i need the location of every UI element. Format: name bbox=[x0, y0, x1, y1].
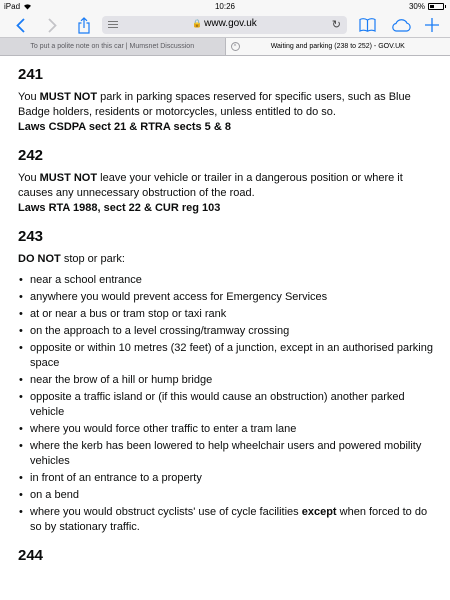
lock-icon: 🔒 bbox=[192, 19, 203, 28]
bookmarks-icon[interactable] bbox=[358, 15, 376, 35]
rule-text bbox=[18, 252, 438, 267]
text-emphasis: MUST NOT bbox=[39, 172, 98, 184]
text-post: park in parking spaces reserved for specific users, such as Blue Badge holders, residents or motorcycles, unless entitled to do so. bbox=[18, 91, 411, 118]
rule-244 bbox=[18, 547, 438, 567]
text-emphasis: DO NOT bbox=[18, 253, 61, 265]
rule-text bbox=[18, 90, 438, 120]
list-item: • on a bend bbox=[18, 488, 438, 503]
text-post: stop or park: bbox=[60, 253, 125, 265]
reload-icon[interactable]: ↻ bbox=[331, 19, 341, 31]
text-emphasis: MUST NOT bbox=[39, 91, 98, 103]
address-bar[interactable] bbox=[102, 16, 347, 34]
list-item: • anywhere you would prevent access for Emergency Services bbox=[18, 290, 438, 305]
device-label: iPad bbox=[4, 2, 21, 11]
forward-icon[interactable] bbox=[44, 15, 60, 35]
tab-bar bbox=[0, 37, 450, 56]
text-pre: You bbox=[18, 91, 40, 103]
new-tab-icon[interactable] bbox=[424, 15, 440, 35]
rule-242 bbox=[18, 147, 438, 216]
rule-number: 243 bbox=[18, 228, 44, 245]
battery-icon bbox=[428, 3, 444, 10]
text-post: leave your vehicle or trailer in a dangerous position or where it causes any unnecessary obstruction of the road. bbox=[18, 172, 403, 199]
list-item: • opposite a traffic island or (if this would cause an obstruction) another parked vehicle bbox=[18, 390, 438, 420]
list-item: • near a school entrance bbox=[18, 273, 438, 288]
list-item: • near the brow of a hill or hump bridge bbox=[18, 373, 438, 388]
law-reference: Laws CSDPA sect 21 & RTRA sects 5 & 8 bbox=[18, 121, 231, 133]
share-icon[interactable] bbox=[76, 15, 92, 35]
tab-gov-uk[interactable] bbox=[226, 38, 450, 55]
list-item: • where the kerb has been lowered to help wheelchair users and powered mobility vehicles bbox=[18, 439, 438, 469]
url-display bbox=[102, 18, 347, 29]
law-reference: Laws RTA 1988, sect 22 & CUR reg 103 bbox=[18, 202, 221, 214]
text-pre: where you would obstruct cyclists' use of cycle facilities bbox=[30, 506, 302, 518]
list-item: • at or near a bus or tram stop or taxi rank bbox=[18, 307, 438, 322]
list-item: • where you would force other traffic to enter a tram lane bbox=[18, 422, 438, 437]
status-right bbox=[409, 2, 446, 11]
battery-percent: 30% bbox=[408, 2, 425, 11]
text-post: when forced to do so by stationary traffic. bbox=[30, 506, 428, 533]
text-pre: You bbox=[18, 172, 40, 184]
clock: 10:26 bbox=[214, 2, 236, 11]
browser-toolbar bbox=[0, 13, 450, 37]
rule-number: 241 bbox=[18, 66, 44, 83]
rule-number: 242 bbox=[18, 147, 44, 164]
list-item: • opposite or within 10 metres (32 feet) of a junction, except in an authorised parking space bbox=[18, 341, 438, 371]
tab-mumsnet[interactable] bbox=[0, 38, 226, 55]
rule-number: 244 bbox=[18, 547, 44, 564]
rule-241 bbox=[18, 66, 438, 135]
rule-243 bbox=[18, 228, 438, 535]
back-icon[interactable] bbox=[12, 15, 28, 35]
list-item: • on the approach to a level crossing/tramway crossing bbox=[18, 324, 438, 339]
list-item bbox=[18, 505, 438, 535]
battery-tip bbox=[445, 5, 446, 8]
tab-label: To put a polite note on this car | Mumsnet Discussion bbox=[30, 43, 195, 50]
rule-text bbox=[18, 171, 438, 201]
icloud-tabs-icon[interactable] bbox=[390, 15, 412, 35]
status-bar bbox=[0, 0, 450, 13]
restriction-list bbox=[18, 273, 438, 535]
url-text: www.gov.uk bbox=[204, 18, 257, 29]
page-content bbox=[18, 66, 438, 579]
list-item: • in front of an entrance to a property bbox=[18, 471, 438, 486]
text-emphasis: except bbox=[301, 506, 337, 518]
close-icon[interactable]: × bbox=[231, 42, 240, 51]
tab-label: Waiting and parking (238 to 252) - GOV.UK bbox=[270, 43, 405, 50]
